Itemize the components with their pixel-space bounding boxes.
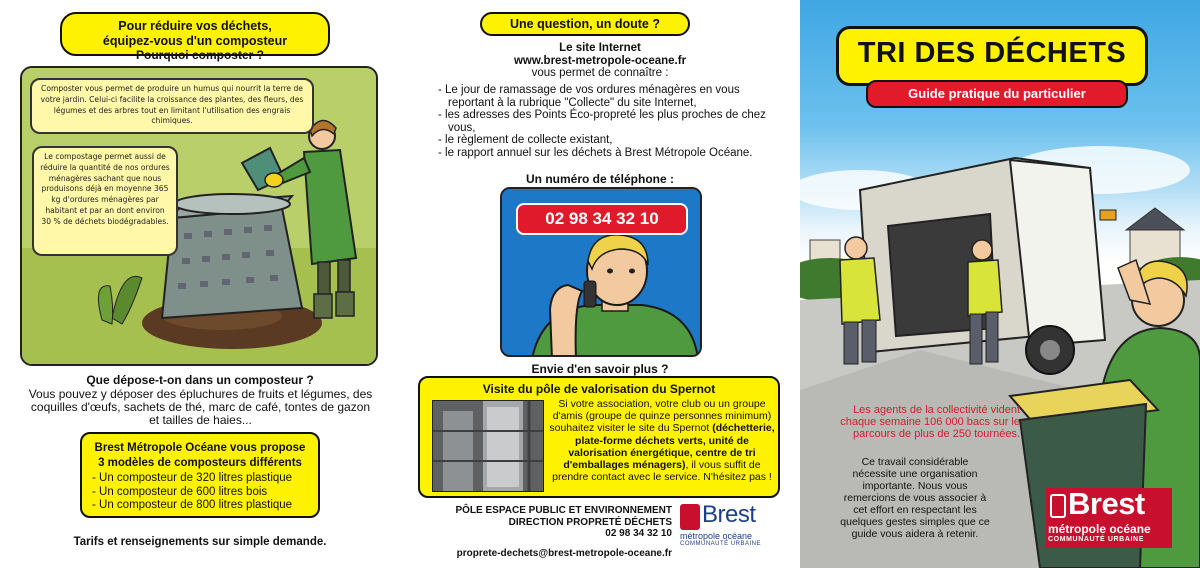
website-info-item: - le règlement de collecte existant, <box>438 134 613 147</box>
industrial-plant-image <box>433 401 544 492</box>
phone-illustration <box>500 187 702 357</box>
visit-box <box>418 376 780 498</box>
cover-title-box <box>836 26 1148 86</box>
cover-title: TRI DES DÉCHETS <box>857 37 1127 69</box>
website-info-item: - les adresses des Points Éco-propreté les plus proches de chez vous, <box>438 109 766 134</box>
visit-text-part2: , il vous suffit de prendre contact avec le service. N'hésitez pas ! <box>552 459 772 484</box>
logo-word: Brest <box>702 501 756 528</box>
website-block <box>400 42 800 80</box>
question-title-pill: Une question, un doute ? <box>480 12 690 36</box>
waste-reduction-bubble: Le compostage permet aussi de réduire la quantité de nos ordures ménagères sachant que nous produisons déjà en moyenne 365 kg d'ordures ménagères par habitant et par an dont environ 30 % de déchets biodégradables. <box>32 146 178 256</box>
cover-panel <box>800 0 1200 568</box>
logo-subtitle: métropole océane <box>1048 522 1151 536</box>
visit-text-sites: (déchetterie, plate-forme déchets verts, unité de valorisation énergétique, centre de tri d'emballages ménagers) <box>563 422 775 472</box>
compost-title-line1: Pour réduire vos déchets, <box>118 19 272 33</box>
website-info-item: - le rapport annuel sur les déchets à Brest Métropole Océane. <box>438 146 753 159</box>
compost-answer: Vous pouvez y déposer des épluchures de fruits et légumes, des coquilles d'œufs, sachets de thé, marc de café, tontes de gazon et tailles de haies... <box>28 387 373 427</box>
compost-question: Que dépose-t-on dans un composteur ? <box>86 373 314 387</box>
logo-tagline: COMMUNAUTÉ URBAINE <box>680 541 762 547</box>
website-intro: vous permet de connaître : <box>531 67 669 79</box>
logo-subtitle: métropole océane <box>680 531 753 541</box>
phone-heading: Un numéro de téléphone : <box>525 172 674 186</box>
website-url-link[interactable]: www.brest-metropole-oceane.fr <box>513 54 687 67</box>
visit-title: Visite du pôle de valorisation du Spernot <box>482 382 716 396</box>
logo-tagline: COMMUNAUTÉ URBAINE <box>1048 536 1144 543</box>
website-info-list <box>438 84 778 160</box>
visit-text-part1: Si votre association, votre club ou un groupe d'amis (groupe de quinze personnes minimum) souhaitez visiter le site du Spernot <box>549 398 772 435</box>
compost-subtitle: Pourquoi composter ? <box>135 48 264 62</box>
contact-phone[interactable]: 02 98 34 32 10 <box>605 528 672 539</box>
brest-emblem-icon <box>680 504 700 530</box>
brest-emblem-icon <box>1050 494 1066 518</box>
models-title-line2: 3 modèles de composteurs différents <box>98 457 302 469</box>
models-list-item: - Un composteur de 320 litres plastique <box>92 472 293 484</box>
compost-title-line2: équipez-vous d'un composteur <box>102 34 288 48</box>
brest-metropole-logo-small <box>680 501 780 552</box>
brest-metropole-logo <box>1046 488 1172 558</box>
models-list-item: - Un composteur de 600 litres bois <box>92 485 268 498</box>
contact-email-link[interactable]: proprete-dechets@brest-metropole-oceane.fr <box>456 547 672 559</box>
spernot-site-photo <box>432 400 544 492</box>
models-title-line1: Brest Métropole Océane vous propose <box>94 442 306 454</box>
models-list <box>92 472 308 513</box>
models-list-item: - Un composteur de 800 litres plastique <box>92 499 293 511</box>
contact-department: PÔLE ESPACE PUBLIC ET ENVIRONNEMENT <box>455 505 672 516</box>
pricing-note: Tarifs et renseignements sur simple demande. <box>73 536 327 548</box>
cover-subtitle: Guide pratique du particulier <box>866 80 1128 108</box>
contact-direction: DIRECTION PROPRETÉ DÉCHETS <box>508 516 672 528</box>
website-info-item: - Le jour de ramassage de vos ordures ménagères en vous reportant à la rubrique "Collecte" du site Internet, <box>438 84 740 109</box>
composter-models-box <box>80 432 320 518</box>
contact-panel <box>400 0 800 568</box>
learn-more-heading: Envie d'en savoir plus ? <box>531 362 669 376</box>
visit-text <box>546 398 778 483</box>
logo-word: Brest <box>1068 486 1145 521</box>
collection-stats-text: Les agents de la collectivité vident chaque semaine 106 000 bacs sur le parcours de plus de 250 tournées. <box>840 404 1020 440</box>
compost-panel <box>0 0 400 568</box>
compost-benefit-bubble: Composter vous permet de produire un humus qui nourrit la terre de votre jardin. Celui-ci facilite la croissance des plantes, des fleurs, des légumes et des arbres tout en limitant l'utilisation des engrais chimiques. <box>30 78 314 134</box>
thanks-text: Ce travail considérable nécessite une organisation importante. Nous vous remercions de vous associer à cet effort en respectant les quelques gestes simples que ce guide vous aidera à retenir. <box>840 456 990 540</box>
compost-illustration <box>20 66 378 366</box>
phone-number-button[interactable]: 02 98 34 32 10 <box>516 203 688 235</box>
contact-block <box>420 505 672 559</box>
website-label: Le site Internet <box>559 42 641 54</box>
